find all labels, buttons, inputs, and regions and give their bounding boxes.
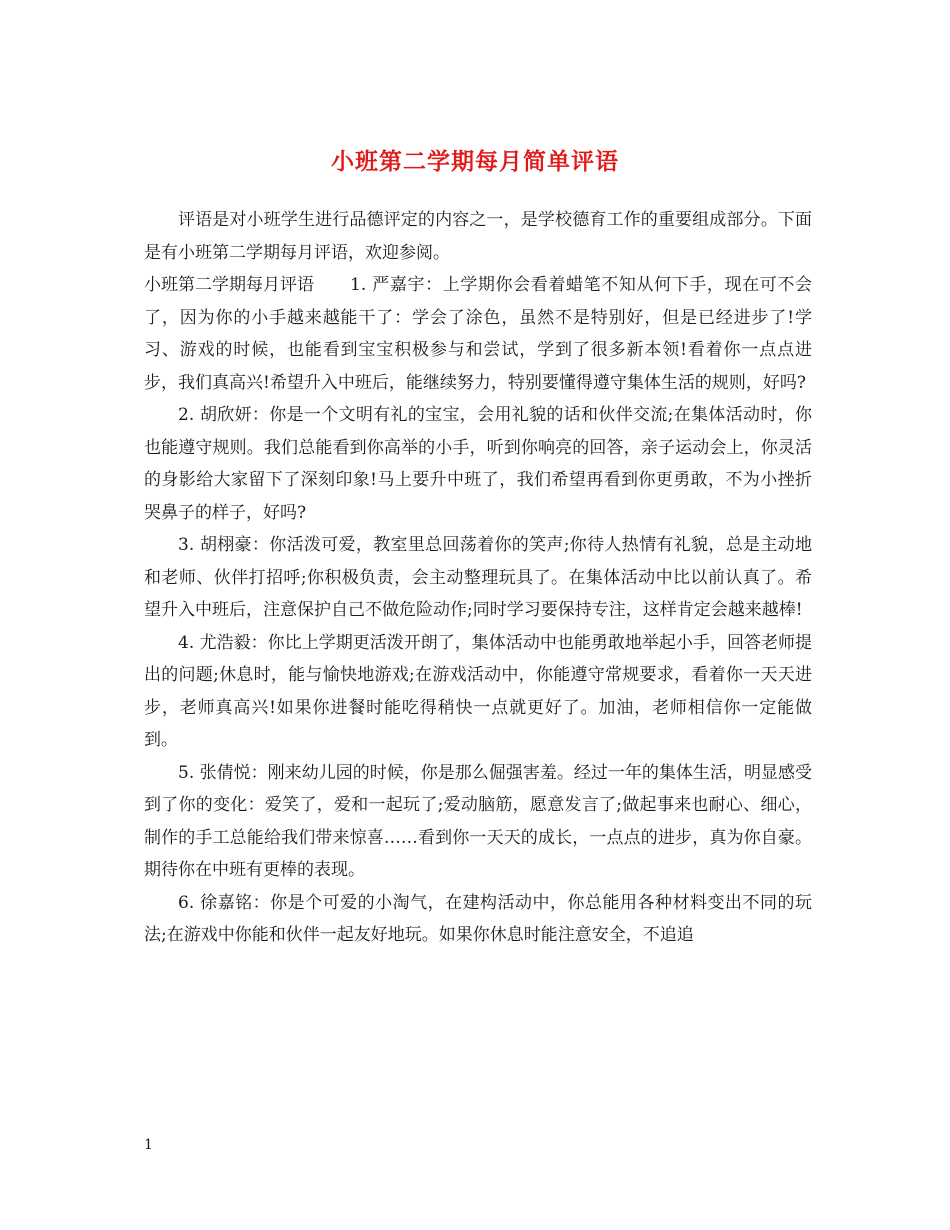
- section-subheading: 小班第二学期每月评语: [144, 275, 314, 295]
- paragraph-entry-5: 5. 张倩悦：刚来幼儿园的时候，你是那么倔强害羞。经过一年的集体生活，明显感受到了你的变化：爱笑了，爱和一起玩了;爱动脑筋，愿意发言了;做起事来也耐心、细心，制作的手工总能给我们带来惊喜……看到你一天天的成长，一点点的进步，真为你自豪。期待你在中班有更棒的表现。: [144, 762, 812, 880]
- paragraph-entry-2: 2. 胡欣妍：你是一个文明有礼的宝宝，会用礼貌的话和伙伴交流;在集体活动时，你也能遵守规则。我们总能看到你高举的小手，听到你响亮的回答，亲子运动会上，你灵活的身影给大家留下了深刻印象!马上要升中班了，我们希望再看到你更勇敢，不为小挫折哭鼻子的样子，好吗?: [144, 405, 812, 523]
- intro-paragraph: 评语是对小班学生进行品德评定的内容之一，是学校德育工作的重要组成部分。下面是有小班第二学期每月评语，欢迎参阅。: [144, 210, 812, 263]
- paragraph-entry-1: [144, 269, 812, 399]
- page-number: 1: [144, 1137, 153, 1153]
- document-body: [144, 204, 812, 952]
- paragraph-entry-6: 6. 徐嘉铭：你是个可爱的小淘气，在建构活动中，你总能用各种材料变出不同的玩法;在游戏中你能和伙伴一起友好地玩。如果你休息时能注意安全，不追追: [144, 892, 812, 945]
- paragraph-entry-4: 4. 尤浩毅：你比上学期更活泼开朗了，集体活动中也能勇敢地举起小手，回答老师提出的问题;休息时，能与愉快地游戏;在游戏活动中，你能遵守常规要求，看着你一天天进步，老师真高兴!如果你进餐时能吃得稍快一点就更好了。加油，老师相信你一定能做到。: [144, 632, 812, 750]
- entry-1-text: 1. 严嘉宇：上学期你会看着蜡笔不知从何下手，现在可不会了，因为你的小手越来越能干了：学会了涂色，虽然不是特别好，但是已经进步了!学习、游戏的时候，也能看到宝宝积极参与和尝试，学到了很多新本领!看着你一点点进步，我们真高兴!希望升入中班后，能继续努力，特别要懂得遵守集体生活的规则，好吗?: [144, 275, 812, 393]
- paragraph-entry-3: 3. 胡栩豪：你活泼可爱，教室里总回荡着你的笑声;你待人热情有礼貌，总是主动地和老师、伙伴打招呼;你积极负责，会主动整理玩具了。在集体活动中比以前认真了。希望升入中班后，注意保护自己不做危险动作;同时学习要保持专注，这样肯定会越来越棒!: [144, 535, 812, 620]
- document-title: 小班第二学期每月简单评语: [331, 148, 619, 176]
